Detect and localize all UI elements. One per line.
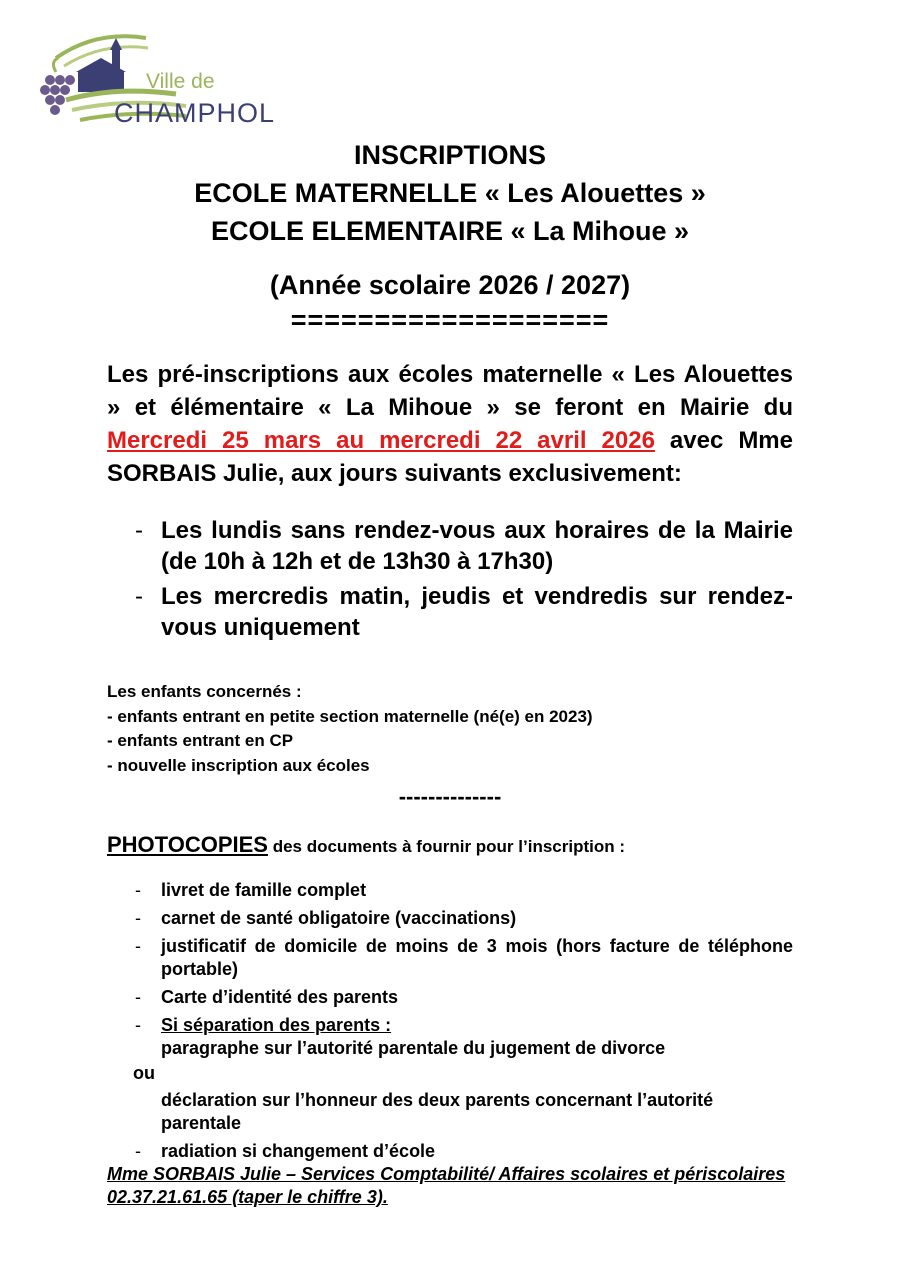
document-item-separation — [107, 1014, 793, 1037]
document-item — [107, 907, 793, 930]
bullet-dash: - — [135, 1015, 141, 1035]
schedule-list — [107, 515, 793, 647]
ou-label: ou — [133, 1063, 155, 1083]
document-item-text: radiation si changement d’école — [161, 1141, 436, 1161]
documents-list — [107, 879, 793, 1168]
logo-champhol: CHAMPHOL — [114, 98, 276, 128]
document-item-text: livret de famille complet — [161, 880, 367, 900]
schedule-item-text: Les mercredis matin, jeudis et vendredis sur rendez-vous uniquement — [161, 583, 793, 641]
document-item — [107, 935, 793, 981]
children-concerned — [107, 680, 593, 778]
photocopies-heading — [107, 832, 625, 858]
separation-title: Si séparation des parents : — [161, 1015, 392, 1035]
schedule-item-text: Les lundis sans rendez-vous aux horaires de la Mairie (de 10h à 12h et de 13h30 à 17h30) — [161, 517, 793, 575]
equals-separator: =================== — [290, 305, 610, 335]
document-item-text: Carte d’identité des parents — [161, 987, 399, 1007]
bullet-dash: - — [135, 936, 141, 956]
document-item — [107, 1140, 793, 1163]
separation-detail: paragraphe sur l’autorité parentale du jugement de divorce — [161, 1038, 666, 1058]
dash-separator: -------------- — [398, 784, 502, 809]
registration-dates: Mercredi 25 mars au mercredi 22 avril 2026 — [107, 427, 655, 454]
title-ecole-maternelle: ECOLE MATERNELLE « Les Alouettes » — [194, 178, 706, 208]
schedule-item — [107, 515, 793, 577]
bullet-dash: - — [135, 880, 141, 900]
declaration-text: déclaration sur l’honneur des deux parents concernant l’autorité parentale — [161, 1090, 714, 1133]
logo-ville-de: Ville de — [146, 70, 215, 93]
intro-text-2: avec Mme SORBAIS Julie, aux jours suivants exclusivement: — [107, 427, 793, 487]
children-item: - enfants entrant en CP — [107, 731, 294, 750]
intro-text-1: Les pré-inscriptions aux écoles maternelle « Les Alouettes » et élémentaire « La Mihoue » se feront en Mairie du — [107, 361, 793, 421]
photocopies-text: des documents à fournir pour l’inscription : — [267, 837, 625, 856]
bullet-dash: - — [135, 908, 141, 928]
bullet-dash: - — [135, 517, 143, 544]
document-item — [107, 879, 793, 902]
bullet-dash: - — [135, 1141, 141, 1161]
document-item — [107, 986, 793, 1009]
document-item-text: justificatif de domicile de moins de 3 mois (hors facture de téléphone portable) — [161, 936, 793, 979]
children-item: - enfants entrant en petite section maternelle (né(e) en 2023) — [107, 706, 593, 726]
title-ecole-elementaire: ECOLE ELEMENTAIRE « La Mihoue » — [210, 216, 690, 246]
ville-de-champhol-logo — [36, 28, 286, 138]
bullet-dash: - — [135, 987, 141, 1007]
contact-footer — [107, 1163, 785, 1209]
title-inscriptions: INSCRIPTIONS — [353, 140, 547, 170]
bullet-dash: - — [135, 583, 143, 610]
schedule-item — [107, 581, 793, 643]
children-heading: Les enfants concernés : — [107, 682, 302, 701]
document-item-text: carnet de santé obligatoire (vaccinations) — [161, 908, 517, 928]
contact-phone: 02.37.21.61.65 (taper le chiffre 3). — [107, 1187, 388, 1207]
contact-name: Mme SORBAIS Julie – Services Comptabilité/ Affaires scolaires et périscolaires — [107, 1164, 786, 1184]
intro-paragraph — [107, 358, 793, 490]
school-year: (Année scolaire 2026 / 2027) — [269, 270, 631, 300]
photocopies-label: PHOTOCOPIES — [107, 832, 268, 857]
children-item: - nouvelle inscription aux écoles — [107, 755, 370, 775]
